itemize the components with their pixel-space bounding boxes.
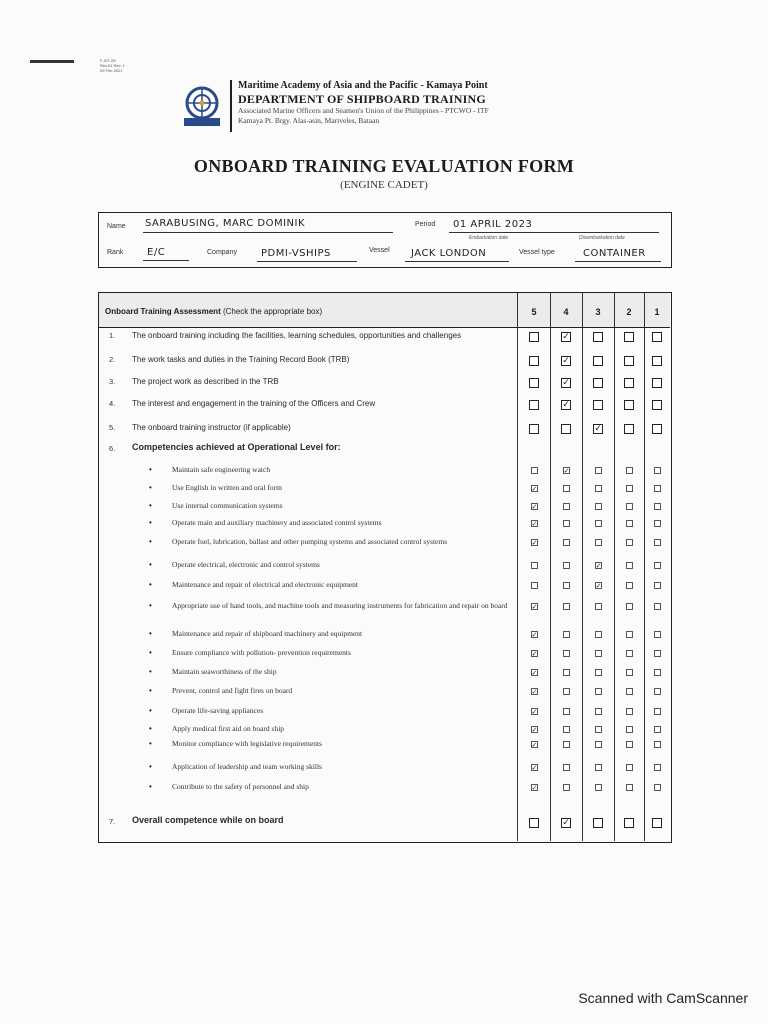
item-number: 3. [109,377,116,386]
scanner-watermark: Scanned with CamScanner [578,990,748,1006]
rating-checkbox-2[interactable] [626,485,633,492]
item-statement: The onboard training including the facilities, learning schedules, opportunities and challenges [132,331,462,340]
bullet-icon: • [149,706,152,715]
rating-checkbox-1[interactable] [654,764,661,771]
rating-checkbox-4[interactable] [563,726,570,733]
item-number: 6. [109,444,116,453]
rating-checkbox-3[interactable] [595,650,602,657]
bullet-icon: • [149,667,152,676]
rating-checkbox-5[interactable]: ✓ [531,650,538,658]
rating-checkbox-2[interactable] [626,562,633,569]
rating-checkbox-1[interactable] [654,726,661,733]
rating-checkbox-4[interactable] [563,520,570,527]
maap-seal-icon [182,84,222,128]
rating-checkbox-4[interactable]: ✓ [563,467,570,475]
bullet-icon: • [149,629,152,638]
form-subtitle: (ENGINE CADET) [340,179,428,191]
period-line [449,232,659,233]
rating-checkbox-1[interactable] [654,467,661,474]
disembarkation-date-label: Disembarkation date [579,235,625,241]
rating-checkbox-4[interactable]: ✓ [562,332,570,342]
rating-checkbox-5[interactable] [531,562,538,569]
form-code-line: F-IST-05 [100,58,116,63]
item-number: 1. [109,331,116,340]
department-name: DEPARTMENT OF SHIPBOARD TRAINING [238,92,486,106]
competency-statement: Operate main and auxiliary machinery and associated control systems [172,518,382,527]
bullet-icon: • [149,537,152,546]
rating-checkbox-3[interactable] [595,539,602,546]
rating-checkbox-3[interactable] [595,669,602,676]
vessel-value: JACK LONDON [411,248,487,259]
rating-checkbox-1[interactable] [652,818,662,828]
competency-statement: Application of leadership and team working skills [172,762,322,771]
rating-checkbox-5[interactable] [529,356,539,366]
competency-statement: Operate fuel, lubrication, ballast and other pumping systems and associated control systems [172,537,448,546]
rating-checkbox-1[interactable] [654,562,661,569]
rating-checkbox-2[interactable] [626,520,633,527]
rating-checkbox-2[interactable] [624,424,634,434]
rating-checkbox-3[interactable] [595,485,602,492]
bullet-icon: • [149,739,152,748]
address: Kamaya Pt. Brgy. Alas-asin, Mariveles, Bataan [238,116,380,125]
scan-corner-mark [30,60,74,63]
rating-checkbox-5[interactable]: ✓ [531,520,538,528]
embarkation-date-label: Embarkation date [469,235,509,241]
bullet-icon: • [149,648,152,657]
rating-checkbox-2[interactable] [626,503,633,510]
rating-checkbox-4[interactable] [563,582,570,589]
rating-checkbox-5[interactable]: ✓ [531,764,538,772]
competency-statement: Operate life-saving appliances [172,706,264,715]
column-divider [550,293,551,841]
bullet-icon: • [149,560,152,569]
competency-statement: Ensure compliance with pollution- prevention requirements [172,648,351,657]
rating-checkbox-1[interactable] [654,503,661,510]
rating-checkbox-1[interactable] [652,356,662,366]
rating-checkbox-5[interactable] [529,424,539,434]
bullet-icon: • [149,762,152,771]
company-value: PDMI-VSHIPS [261,248,331,259]
letterhead [182,80,602,132]
bullet-icon: • [149,686,152,695]
rating-checkbox-2[interactable] [624,378,634,388]
competency-statement: Appropriate use of hand tools, and machine tools and measuring instruments for fabrication and repair on board [172,601,508,610]
competency-statement: Maintenance and repair of electrical and electronic equipment [172,580,358,589]
assessment-heading [105,307,322,316]
rating-checkbox-1[interactable] [654,582,661,589]
rating-checkbox-3[interactable] [595,520,602,527]
item-number: 7. [109,817,116,826]
period-value: 01 APRIL 2023 [453,219,533,230]
org-name: Maritime Academy of Asia and the Pacific - Kamaya Point [238,80,488,91]
column-divider [614,293,615,841]
rating-checkbox-3[interactable] [595,603,602,610]
letterhead-divider [230,80,232,132]
rating-checkbox-3[interactable] [595,764,602,771]
competency-statement: Apply medical first aid on board ship [172,724,285,733]
item-statement: The onboard training instructor (if applicable) [132,423,291,432]
rating-checkbox-4[interactable]: ✓ [562,400,570,410]
rating-checkbox-1[interactable] [654,669,661,676]
rating-checkbox-2[interactable] [624,332,634,342]
rating-checkbox-5[interactable]: ✓ [531,539,538,547]
rating-checkbox-2[interactable] [626,708,633,715]
rating-checkbox-2[interactable] [626,669,633,676]
rating-checkbox-2[interactable] [626,764,633,771]
rating-checkbox-5[interactable] [529,818,539,828]
rank-line [143,260,189,261]
rating-checkbox-1[interactable] [654,539,661,546]
column-divider [644,293,645,841]
rating-checkbox-2[interactable] [624,400,634,410]
rating-checkbox-4[interactable] [563,603,570,610]
rating-checkbox-4[interactable] [563,669,570,676]
competency-statement: Prevent, control and fight fires on board [172,686,293,695]
competency-statement: Maintain safe engineering watch [172,465,271,474]
rating-checkbox-4[interactable] [563,764,570,771]
rating-checkbox-5[interactable]: ✓ [531,688,538,696]
rating-checkbox-5[interactable]: ✓ [531,631,538,639]
rating-checkbox-4[interactable] [563,485,570,492]
rating-checkbox-3[interactable] [593,400,603,410]
rating-checkbox-2[interactable] [626,650,633,657]
rating-checkbox-5[interactable]: ✓ [531,603,538,611]
overall-statement: Overall competence while on board [132,815,284,825]
item-statement: The interest and engagement in the training of the Officers and Crew [132,399,376,408]
cadet-info-box [98,212,672,268]
rating-checkbox-3[interactable]: ✓ [595,582,602,590]
assessment-header-row [99,293,670,328]
rating-header-3: 3 [595,307,601,317]
rating-checkbox-1[interactable] [654,520,661,527]
rating-checkbox-3[interactable] [595,726,602,733]
rating-checkbox-4[interactable] [563,631,570,638]
item-number: 5. [109,423,116,432]
column-divider [517,293,518,841]
rating-checkbox-2[interactable] [624,818,634,828]
rating-checkbox-5[interactable]: ✓ [531,784,538,792]
rating-checkbox-5[interactable] [529,332,539,342]
form-code [100,58,125,73]
rating-checkbox-5[interactable]: ✓ [531,708,538,716]
rating-checkbox-5[interactable]: ✓ [531,503,538,511]
rating-checkbox-5[interactable] [531,582,538,589]
item-statement: The work tasks and duties in the Training Record Book (TRB) [132,355,350,364]
rating-checkbox-1[interactable] [652,332,662,342]
rating-checkbox-4[interactable] [563,708,570,715]
bullet-icon: • [149,483,152,492]
rating-checkbox-1[interactable] [654,603,661,610]
competency-heading: Competencies achieved at Operational Level for: [132,442,341,452]
rating-header-5: 5 [531,307,537,317]
company-line [257,261,357,262]
rating-checkbox-2[interactable] [626,784,633,791]
rating-checkbox-1[interactable] [654,631,661,638]
competency-statement: Use English in written and oral form [172,483,282,492]
rating-checkbox-4[interactable] [561,424,571,434]
rating-checkbox-2[interactable] [624,356,634,366]
name-value: SARABUSING, MARC DOMINIK [145,218,306,229]
rating-checkbox-3[interactable]: ✓ [594,424,602,434]
vessel-type-value: CONTAINER [583,248,646,259]
item-number: 2. [109,355,116,364]
rating-checkbox-4[interactable]: ✓ [562,818,570,828]
rating-checkbox-4[interactable] [563,503,570,510]
competency-statement: Monitor compliance with legislative requirements [172,739,322,748]
assessment-table [98,292,672,843]
rating-checkbox-1[interactable] [652,400,662,410]
rating-checkbox-1[interactable] [654,485,661,492]
bullet-icon: • [149,501,152,510]
rating-checkbox-2[interactable] [626,582,633,589]
bullet-icon: • [149,518,152,527]
rating-checkbox-3[interactable] [593,356,603,366]
rating-checkbox-2[interactable] [626,631,633,638]
rating-checkbox-5[interactable]: ✓ [531,669,538,677]
rating-checkbox-5[interactable] [531,467,538,474]
rating-checkbox-5[interactable] [529,400,539,410]
rating-checkbox-5[interactable]: ✓ [531,726,538,734]
rating-header-4: 4 [563,307,569,317]
rating-checkbox-2[interactable] [626,726,633,733]
rank-value: E/C [147,247,166,258]
rating-checkbox-1[interactable] [654,708,661,715]
form-code-line: 09 Feb 2021 [100,68,123,73]
company-label: Company [207,249,237,256]
bullet-icon: • [149,580,152,589]
rating-checkbox-1[interactable] [652,378,662,388]
competency-statement: Maintenance and repair of shipboard machinery and equipment [172,629,363,638]
column-divider [582,293,583,841]
rating-checkbox-4[interactable] [563,562,570,569]
competency-statement: Operate electrical, electronic and control systems [172,560,320,569]
rating-checkbox-4[interactable]: ✓ [562,356,570,366]
rating-checkbox-3[interactable] [595,467,602,474]
rating-checkbox-3[interactable]: ✓ [595,562,602,570]
rating-checkbox-3[interactable] [595,631,602,638]
rating-checkbox-2[interactable] [626,741,633,748]
association-name: Associated Marine Officers and Seamen's Union of the Philippines - PTCWO - ITF [238,106,489,115]
form-title: ONBOARD TRAINING EVALUATION FORM [193,156,575,176]
rating-checkbox-3[interactable] [595,784,602,791]
rating-checkbox-3[interactable] [595,741,602,748]
rating-checkbox-4[interactable] [563,741,570,748]
rating-checkbox-2[interactable] [626,539,633,546]
bullet-icon: • [149,465,152,474]
rating-checkbox-1[interactable] [652,424,662,434]
rating-checkbox-4[interactable] [563,650,570,657]
rating-checkbox-4[interactable] [563,784,570,791]
vessel-type-line [575,261,661,262]
rating-checkbox-5[interactable] [529,378,539,388]
rating-checkbox-5[interactable]: ✓ [531,741,538,749]
rating-checkbox-2[interactable] [626,688,633,695]
rating-checkbox-4[interactable] [563,688,570,695]
rating-checkbox-4[interactable] [563,539,570,546]
item-number: 4. [109,399,116,408]
rating-checkbox-3[interactable] [595,688,602,695]
competency-statement: Contribute to the safety of personnel and ship [172,782,309,791]
rating-checkbox-3[interactable] [595,503,602,510]
bullet-icon: • [149,782,152,791]
period-label: Period [415,221,436,228]
rating-checkbox-5[interactable]: ✓ [531,485,538,493]
name-line [143,232,393,233]
competency-statement: Use internal communication systems [172,501,283,510]
vessel-line [405,261,509,262]
rating-checkbox-1[interactable] [654,650,661,657]
rating-checkbox-1[interactable] [654,784,661,791]
rating-checkbox-3[interactable] [593,818,603,828]
rating-header-2: 2 [626,307,632,317]
bullet-icon: • [149,601,152,610]
rating-checkbox-3[interactable] [595,708,602,715]
competency-statement: Maintain seaworthiness of the ship [172,667,277,676]
assessment-heading-text: Onboard Training Assessment [105,307,221,316]
rank-label: Rank [107,249,124,256]
rating-header-1: 1 [654,307,660,317]
rating-checkbox-1[interactable] [654,688,661,695]
rating-checkbox-4[interactable]: ✓ [562,378,570,388]
rating-checkbox-2[interactable] [626,467,633,474]
rating-checkbox-2[interactable] [626,603,633,610]
assessment-heading-note: (Check the appropriate box) [222,307,323,316]
bullet-icon: • [149,724,152,733]
item-statement: The project work as described in the TRB [132,377,279,386]
rating-checkbox-3[interactable] [593,332,603,342]
form-code-line: Rev.01 Rev. 1 [100,63,125,68]
vessel-label: Vessel [369,247,390,254]
name-label: Name [107,223,126,230]
rating-checkbox-3[interactable] [593,378,603,388]
vessel-type-label: Vessel type [519,249,555,256]
rating-checkbox-1[interactable] [654,741,661,748]
